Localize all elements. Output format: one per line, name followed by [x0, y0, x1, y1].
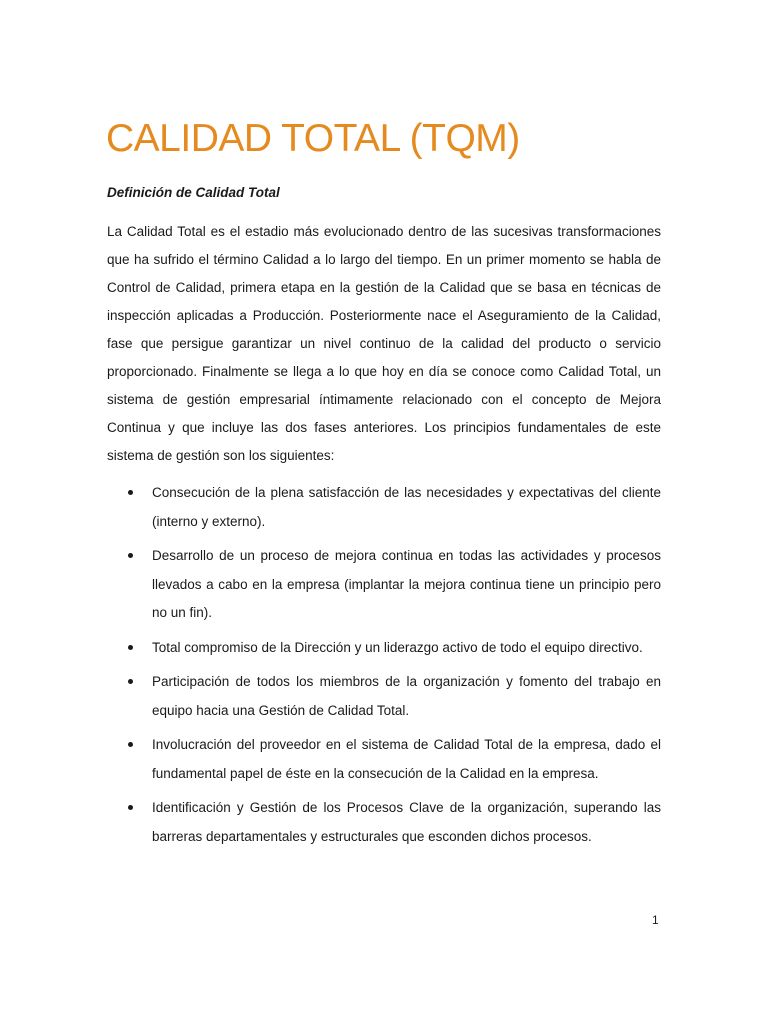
list-item [107, 479, 661, 536]
section-subtitle: Definición de Calidad Total [107, 185, 280, 200]
bullet-icon [128, 805, 133, 810]
principles-list [107, 479, 661, 857]
list-item-text: Consecución de la plena satisfacción de las necesidades y expectativas del cliente (interno y externo). [152, 485, 661, 529]
page-number: 1 [652, 913, 659, 927]
list-item [107, 794, 661, 851]
list-item-text: Participación de todos los miembros de la organización y fomento del trabajo en equipo hacia una Gestión de Calidad Total. [152, 674, 661, 718]
list-item-text: Involucración del proveedor en el sistema de Calidad Total de la empresa, dado el fundamental papel de éste en la consecución de la Calidad en la empresa. [152, 737, 661, 781]
bullet-icon [128, 490, 133, 495]
bullet-icon [128, 645, 133, 650]
list-item-text: Identificación y Gestión de los Procesos Clave de la organización, superando las barreras departamentales y estructurales que esconden dichos procesos. [152, 800, 661, 844]
bullet-icon [128, 553, 133, 558]
list-item [107, 634, 661, 663]
list-item-text: Total compromiso de la Dirección y un liderazgo activo de todo el equipo directivo. [152, 639, 643, 655]
list-item-text: Desarrollo de un proceso de mejora continua en todas las actividades y procesos llevados a cabo en la empresa (implantar la mejora continua tiene un principio pero no un fin). [152, 548, 661, 620]
bullet-icon [128, 679, 133, 684]
page-title: CALIDAD TOTAL (TQM) [106, 117, 520, 160]
list-item [107, 668, 661, 725]
intro-paragraph: La Calidad Total es el estadio más evolucionado dentro de las sucesivas transformaciones que ha sufrido el término Calidad a lo largo del tiempo. En un primer momento se habla de Control de Calidad, primera etapa en la gestión de la Calidad que se basa en técnicas de inspección aplicadas a Producción. Posteriormente nace el Aseguramiento de la Calidad, fase que persigue garantizar un nivel continuo de la calidad del producto o servicio proporcionado. Finalmente se llega a lo que hoy en día se conoce como Calidad Total, un sistema de gestión empresarial íntimamente relacionado con el concepto de Mejora Continua y que incluye las dos fases anteriores. Los principios fundamentales de este sistema de gestión son los siguientes: [107, 224, 661, 463]
list-item [107, 542, 661, 628]
list-item [107, 731, 661, 788]
bullet-icon [128, 742, 133, 747]
